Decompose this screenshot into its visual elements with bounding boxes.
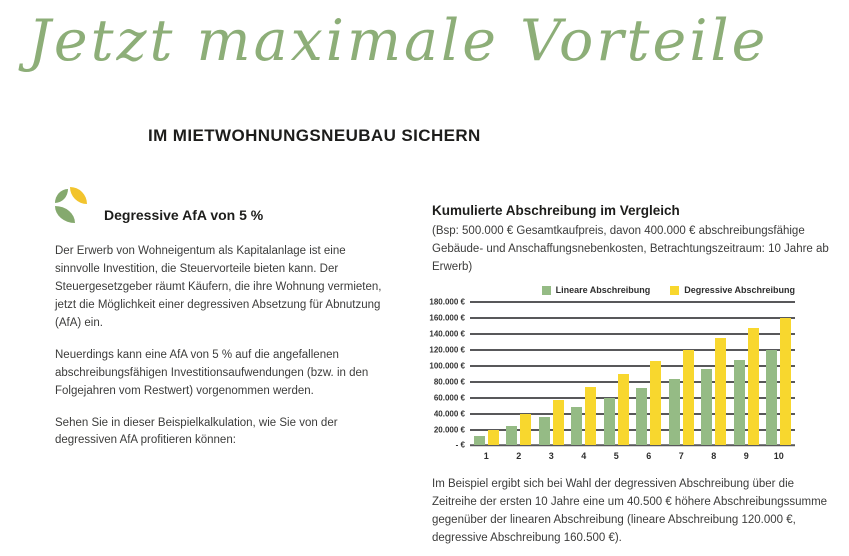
y-axis-label: 20.000 € (433, 425, 465, 435)
bar-degressive (488, 430, 499, 446)
x-axis-label: 5 (613, 451, 619, 462)
y-axis-label: 100.000 € (429, 361, 465, 371)
x-axis-label: 7 (678, 451, 684, 462)
bar-group (568, 302, 601, 445)
y-axis-label: 60.000 € (433, 393, 465, 403)
legend-swatch-linear-icon (542, 286, 551, 295)
bar-degressive (715, 338, 726, 445)
x-axis-label: 6 (646, 451, 652, 462)
bar-group (698, 302, 731, 445)
bar-group (535, 302, 568, 445)
bar-group (470, 302, 503, 445)
intro-paragraph-1: Der Erwerb von Wohneigentum als Kapitalanlage ist eine sinnvolle Investition, die Steuervorteile bieten kann. Der Steuergesetzgeber räumt Käufern, die ihre Wohnung vermieten, jetzt die Möglichkeit einer degressiven Absetzung für Abnutzung (AfA) ein. (55, 245, 382, 329)
legend-label-linear: Lineare Abschreibung (555, 285, 651, 296)
page-title-script: Jetzt maximale Vorteile (28, 8, 769, 74)
bar-groups (470, 302, 795, 445)
bar-linear (474, 436, 485, 446)
y-axis-label: 120.000 € (429, 345, 465, 355)
y-axis-label: 80.000 € (433, 377, 465, 387)
bar-linear (604, 398, 615, 446)
bar-linear (636, 388, 647, 445)
y-axis-label: 40.000 € (433, 409, 465, 419)
y-axis-label: - € (455, 440, 465, 450)
bar-degressive (618, 374, 629, 446)
x-axis-label: 8 (711, 451, 717, 462)
leaf-large-green (55, 206, 75, 223)
chart-section (429, 203, 829, 548)
x-axis-labels (470, 451, 795, 461)
x-axis-label: 3 (548, 451, 554, 462)
bar-group (665, 302, 698, 445)
chart-plot (429, 297, 795, 450)
legend-swatch-degressive-icon (670, 286, 679, 295)
chart-subtitle: (Bsp: 500.000 € Gesamtkaufpreis, davon 400.000 € abschreibungsfähige Gebäude- und Anschaffungsnebenkosten, Betrachtungszeitraum: 10 Jahre ab Erwerb) (432, 225, 829, 273)
intro-paragraph-2: Neuerdings kann eine AfA von 5 % auf die angefallenen abschreibungsfähigen Investitionsaufwendungen (bzw. in den Folgejahren vom Restwert) vorgenommen werden. (55, 348, 369, 397)
legend-label-degressive: Degressive Abschreibung (684, 285, 795, 296)
leaf-logo-icon (55, 187, 93, 224)
y-axis-label: 140.000 € (429, 329, 465, 339)
bar-degressive (780, 318, 791, 446)
bar-linear (539, 417, 550, 446)
intro-heading-row (55, 186, 385, 224)
chart-title: Kumulierte Abschreibung im Vergleich (432, 203, 680, 218)
bar-linear (766, 350, 777, 445)
bar-degressive (683, 350, 694, 446)
chart-legend (432, 285, 795, 295)
bar-group (730, 302, 763, 445)
leaf-small-green (55, 189, 68, 203)
bar-group (633, 302, 666, 445)
bar-chart (429, 297, 795, 462)
intro-section (55, 186, 385, 450)
bar-group (763, 302, 796, 445)
y-axis-label: 180.000 € (429, 297, 465, 307)
x-axis-label: 9 (743, 451, 749, 462)
bar-degressive (520, 414, 531, 445)
bar-linear (669, 379, 680, 446)
bar-linear (734, 360, 745, 446)
leaf-yellow (70, 187, 87, 204)
x-axis-label: 10 (773, 451, 784, 462)
bar-degressive (553, 400, 564, 445)
x-axis-label: 2 (516, 451, 522, 462)
y-axis-label: 160.000 € (429, 313, 465, 323)
intro-heading: Degressive AfA von 5 % (104, 207, 264, 223)
bar-degressive (748, 328, 759, 445)
bar-linear (701, 369, 712, 445)
legend-item-linear (542, 285, 651, 295)
bar-group (503, 302, 536, 445)
x-axis-label: 4 (581, 451, 587, 462)
bar-degressive (650, 361, 661, 445)
intro-paragraph-3: Sehen Sie in dieser Beispielkalkulation, wie Sie von der degressiven AfA profitieren können: (55, 416, 338, 447)
bar-linear (506, 426, 517, 445)
page-subtitle: IM MIETWOHNUNGSNEUBAU SICHERN (148, 126, 481, 145)
bar-degressive (585, 387, 596, 446)
legend-item-degressive (670, 285, 795, 295)
bar-linear (571, 407, 582, 445)
conclusion-paragraph: Im Beispiel ergibt sich bei Wahl der degressiven Abschreibung über die Zeitreihe der ersten 10 Jahre eine um 40.500 € höhere Abschreibungssumme gegenüber der linearen Abschreibung (lineare Abschreibung 120.000 €, degressive Abschreibung 160.500 €). (432, 478, 828, 544)
bar-group (600, 302, 633, 445)
x-axis-label: 1 (483, 451, 489, 462)
